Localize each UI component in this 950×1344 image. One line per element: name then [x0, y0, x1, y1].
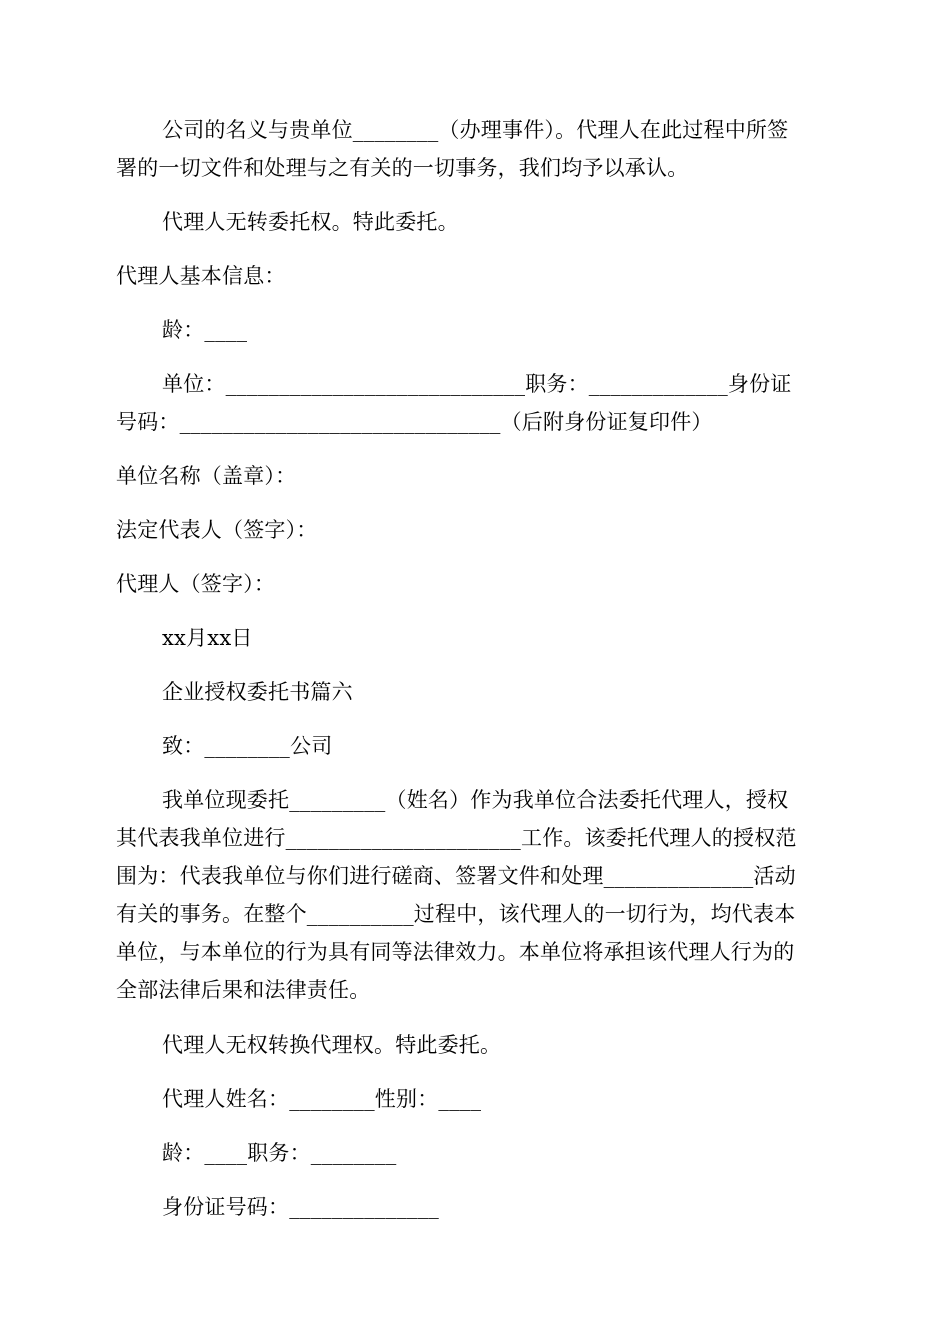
- field-date: xx月xx日: [162, 626, 253, 650]
- field-agent-signature: 代理人（签字）：: [116, 572, 276, 596]
- field-unit-position-line-1: 单位：____________________________职务：_____________身份证: [162, 372, 792, 396]
- field-age: 龄：____: [162, 318, 248, 342]
- paragraph-entrust-line-6: 全部法律后果和法律责任。: [116, 978, 371, 1002]
- paragraph-authorization-line-1: 公司的名义与贵单位________（办理事件）。代理人在此过程中所签: [162, 118, 789, 142]
- paragraph-entrust-line-3: 围为：代表我单位与你们进行磋商、签署文件和处理______________活动: [116, 864, 796, 888]
- paragraph-entrust-line-4: 有关的事务。在整个__________过程中，该代理人的一切行为，均代表本: [116, 902, 796, 926]
- paragraph-entrust-line-2: 其代表我单位进行______________________工作。该委托代理人的授权范: [116, 826, 797, 850]
- section-title: 企业授权委托书篇六: [162, 680, 353, 704]
- field-id-number-line-2: 号码：______________________________（后附身份证复印件）: [116, 410, 713, 434]
- paragraph-no-subdelegation: 代理人无转委托权。特此委托。: [162, 210, 459, 234]
- field-unit-name-seal: 单位名称（盖章）：: [116, 464, 297, 488]
- field-agent-name-gender: 代理人姓名：________性别：____: [162, 1087, 482, 1111]
- field-id-number: 身份证号码：______________: [162, 1195, 439, 1219]
- field-legal-rep-signature: 法定代表人（签字）：: [116, 518, 318, 542]
- paragraph-authorization-line-2: 署的一切文件和处理与之有关的一切事务，我们均予以承认。: [116, 156, 689, 180]
- paragraph-entrust-line-5: 单位，与本单位的行为具有同等法律效力。本单位将承担该代理人行为的: [116, 940, 795, 964]
- paragraph-no-transfer: 代理人无权转换代理权。特此委托。: [162, 1033, 502, 1057]
- heading-agent-info: 代理人基本信息：: [116, 264, 286, 288]
- field-age-position: 龄：____职务：________: [162, 1141, 397, 1165]
- addressee-line: 致：________公司: [162, 734, 333, 758]
- paragraph-entrust-line-1: 我单位现委托_________（姓名）作为我单位合法委托代理人，授权: [162, 788, 789, 812]
